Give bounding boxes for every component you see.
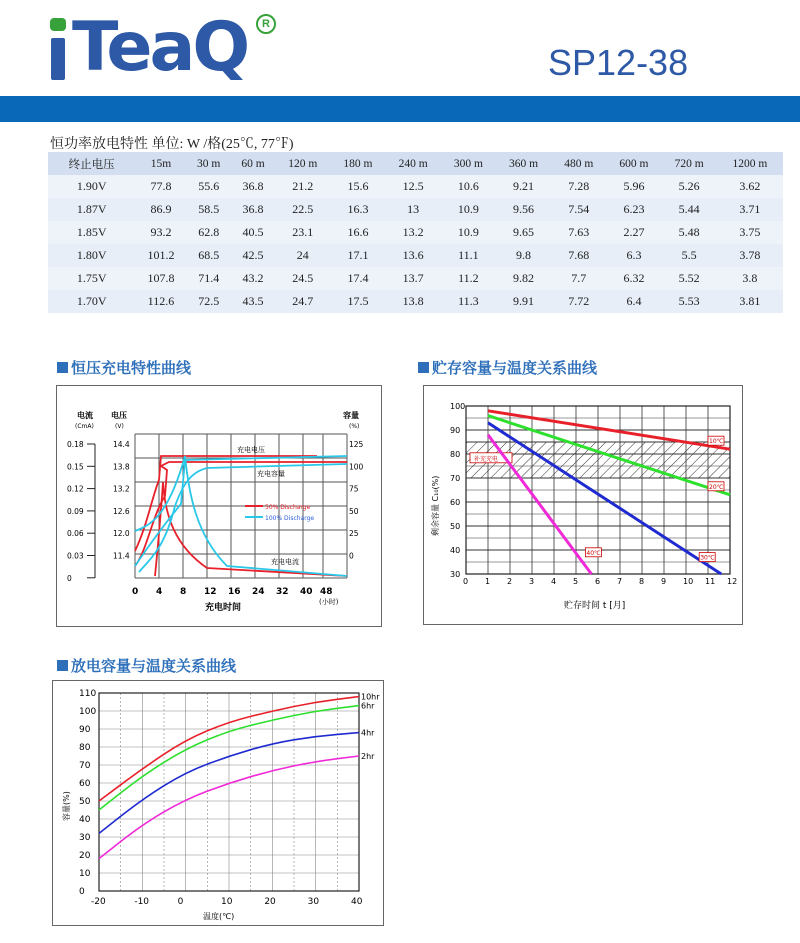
- charge-voltage-label: 充电电压: [237, 446, 265, 454]
- table-cell: 36.8: [242, 202, 264, 216]
- time-axis-unit: (小时): [319, 598, 339, 606]
- volt-tick-label: 13.2: [113, 484, 130, 494]
- volt-tick-label: 12.0: [113, 529, 130, 539]
- table-cell: 9.56: [513, 202, 535, 216]
- y-tick-label: 80: [450, 450, 461, 459]
- table-cell: 7.72: [568, 294, 590, 308]
- table-cell: 9.91: [513, 294, 535, 308]
- x-tick-label: 6: [595, 577, 601, 586]
- table-cell: 3.8: [742, 271, 758, 285]
- x-tick-label: 8: [639, 577, 645, 586]
- table-header-cell: 240 m: [386, 152, 441, 175]
- capacity-tick-label: 0: [349, 551, 354, 561]
- table-cell: 101.2: [147, 248, 175, 262]
- x-tick-label: -20: [91, 897, 106, 907]
- x-tick-label: 1: [485, 577, 491, 586]
- capacity-tick-label: 125: [349, 440, 364, 449]
- time-tick-label: 4: [156, 587, 163, 597]
- capacity-tick-label: 75: [349, 484, 359, 494]
- table-cell: 1.70V: [76, 294, 107, 308]
- table-cell: 7.63: [568, 225, 590, 239]
- y-tick-label: 30: [450, 570, 461, 579]
- table-cell: 43.2: [242, 271, 264, 285]
- table-row: [48, 198, 783, 221]
- table-cell: 13.8: [402, 294, 424, 308]
- table-cell: 9.21: [513, 179, 535, 193]
- table-cell: 5.53: [678, 294, 700, 308]
- table-cell: 10.6: [457, 179, 479, 193]
- x-tick-label: 40: [351, 897, 363, 907]
- table-cell: 5.52: [678, 271, 700, 285]
- table-row: [48, 221, 783, 244]
- x-tick-label: 12: [727, 577, 738, 586]
- table-cell: 13.6: [402, 248, 424, 262]
- series-label: 10hr: [361, 692, 380, 702]
- charge-chart-panel: [56, 385, 382, 627]
- table-cell: 1.87V: [76, 202, 107, 216]
- y-tick-label: 80: [79, 743, 91, 753]
- table-cell: 13: [407, 202, 420, 216]
- charge-chart: [57, 386, 381, 626]
- y-tick-label: 100: [450, 402, 466, 411]
- table-cell: 6.3: [626, 248, 642, 262]
- y-tick-label: 70: [79, 761, 91, 771]
- time-tick-label: 24: [252, 587, 265, 597]
- table-cell: 55.6: [198, 179, 220, 193]
- table-cell: 36.8: [242, 179, 264, 193]
- table-header-cell: 600 m: [606, 152, 661, 175]
- x-axis-title: 贮存时间 t [月]: [564, 601, 626, 611]
- y-tick-label: 40: [450, 546, 461, 555]
- y-tick-label: 50: [79, 797, 91, 807]
- x-tick-label: 2: [507, 577, 513, 586]
- current-axis-unit: (CmA): [75, 423, 94, 430]
- table-cell: 13.2: [402, 225, 424, 239]
- series-label: 4hr: [361, 728, 375, 738]
- table-cell: 3.71: [739, 202, 761, 216]
- table-cell: 6.4: [626, 294, 642, 308]
- volt-axis-unit: (V): [115, 423, 124, 430]
- table-cell: 77.8: [150, 179, 172, 193]
- capacity-axis-title: 容量: [343, 411, 359, 420]
- table-cell: 5.48: [678, 225, 700, 239]
- table-cell: 3.78: [739, 248, 761, 262]
- table-header-row: [48, 152, 783, 175]
- legend-label: 50% Discharge: [265, 504, 311, 511]
- volt-tick-label: 12.6: [113, 506, 130, 516]
- table-cell: 62.8: [198, 225, 220, 239]
- x-tick-label: 30: [307, 897, 320, 907]
- table-cell: 2.27: [623, 225, 645, 239]
- logo-text: TeaQ: [72, 8, 248, 87]
- y-tick-label: 60: [450, 498, 461, 507]
- x-tick-label: 4: [551, 577, 557, 586]
- table-header-cell: 300 m: [441, 152, 496, 175]
- current-tick-label: 0.03: [67, 551, 84, 561]
- y-tick-label: 90: [79, 725, 91, 735]
- table-cell: 7.68: [568, 248, 590, 262]
- legend-label: 100% Discharge: [265, 515, 315, 522]
- table-header-cell: 480 m: [551, 152, 606, 175]
- discharge-chart-panel: [52, 680, 384, 926]
- y-tick-label: 50: [450, 522, 461, 531]
- section-title-storage: 贮存容量与温度关系曲线: [418, 357, 597, 378]
- logo-i-mark: [48, 18, 70, 82]
- table-cell: 71.4: [198, 271, 220, 285]
- storage-chart: [424, 386, 742, 624]
- table-cell: 7.28: [568, 179, 590, 193]
- x-tick-label: 3: [529, 577, 535, 586]
- x-tick-label: 0: [177, 897, 184, 907]
- x-tick-label: 0: [463, 577, 469, 586]
- table-cell: 17.5: [347, 294, 369, 308]
- table-cell: 11.3: [458, 294, 479, 308]
- table-cell: 3.75: [739, 225, 761, 239]
- table-cell: 7.7: [571, 271, 587, 285]
- capacity-tick-label: 100: [349, 462, 364, 472]
- table-cell: 9.8: [516, 248, 532, 262]
- series-label: 20℃: [709, 483, 724, 491]
- current-tick-label: 0.15: [67, 462, 84, 472]
- table-cell: 16.6: [347, 225, 369, 239]
- current-tick-label: 0.18: [67, 440, 84, 449]
- table-header-cell: 120 m: [275, 152, 330, 175]
- capacity-tick-label: 50: [349, 506, 359, 516]
- table-cell: 3.62: [739, 179, 761, 193]
- y-tick-label: 20: [79, 851, 91, 861]
- table-cell: 93.2: [150, 225, 172, 239]
- table-cell: 12.5: [402, 179, 424, 193]
- x-tick-label: 7: [617, 577, 623, 586]
- table-cell: 86.9: [150, 202, 172, 216]
- x-tick-label: -10: [134, 897, 150, 907]
- current-curve-50: [155, 482, 347, 576]
- table-cell: 22.5: [292, 202, 314, 216]
- storage-chart-panel: [423, 385, 743, 625]
- y-tick-label: 90: [450, 426, 461, 435]
- table-cell: 11.1: [458, 248, 479, 262]
- table-cell: 24: [296, 248, 309, 262]
- table-cell: 68.5: [198, 248, 220, 262]
- y-tick-label: 40: [79, 815, 91, 825]
- table-header-cell: 1200 m: [717, 152, 783, 175]
- y-axis-title: 剩余容量 C₁₀(%): [431, 475, 440, 536]
- table-cell: 23.1: [292, 225, 314, 239]
- x-tick-label: 10: [683, 577, 694, 586]
- table-cell: 13.7: [402, 271, 424, 285]
- table-cell: 1.75V: [76, 271, 107, 285]
- table-cell: 7.54: [568, 202, 590, 216]
- table-cell: 17.1: [347, 248, 369, 262]
- y-axis-title: 容量(%): [62, 791, 71, 821]
- table-row: [48, 290, 783, 313]
- y-tick-label: 110: [79, 689, 97, 699]
- table-header-cell: 15m: [135, 152, 186, 175]
- table-header-cell: 60 m: [231, 152, 275, 175]
- series-label: 10℃: [709, 438, 724, 446]
- current-tick-label: 0.06: [67, 529, 84, 539]
- power-table: [48, 152, 783, 313]
- time-tick-label: 12: [204, 587, 217, 597]
- table-cell: 40.5: [242, 225, 264, 239]
- registered-mark: R: [256, 14, 276, 34]
- charge-volume-label: 充电容量: [257, 470, 285, 478]
- capacity-tick-label: 25: [349, 529, 359, 539]
- series-label: 40℃: [586, 549, 601, 557]
- x-tick-label: 5: [573, 577, 579, 586]
- y-tick-label: 60: [79, 779, 91, 789]
- table-cell: 10.9: [457, 225, 479, 239]
- table-header-cell: 180 m: [330, 152, 385, 175]
- volt-tick-label: 13.8: [113, 462, 130, 472]
- current-tick-label: 0.09: [67, 506, 84, 516]
- table-cell: 17.4: [347, 271, 369, 285]
- table-cell: 1.90V: [76, 179, 107, 193]
- series-label: 30℃: [700, 554, 715, 562]
- y-tick-label: 70: [450, 474, 461, 483]
- capacity-curve-50: [135, 462, 347, 566]
- y-tick-label: 100: [79, 707, 97, 717]
- table-cell: 6.32: [623, 271, 645, 285]
- table-cell: 1.85V: [76, 225, 107, 239]
- band-label: 补充充电: [474, 455, 499, 463]
- table-cell: 72.5: [198, 294, 220, 308]
- table-row: [48, 244, 783, 267]
- table-header-cell: 终止电压: [48, 152, 135, 175]
- table-cell: 24.5: [292, 271, 314, 285]
- table-cell: 107.8: [147, 271, 175, 285]
- table-cell: 42.5: [242, 248, 264, 262]
- table-header-cell: 30 m: [187, 152, 231, 175]
- table-cell: 5.5: [681, 248, 697, 262]
- table-cell: 43.5: [242, 294, 264, 308]
- table-cell: 3.81: [739, 294, 761, 308]
- table-cell: 5.26: [678, 179, 700, 193]
- table-row: [48, 267, 783, 290]
- volt-tick-label: 11.4: [113, 551, 130, 561]
- current-axis-title: 电流: [77, 411, 93, 420]
- y-tick-label: 10: [79, 869, 91, 879]
- series-label: 6hr: [361, 701, 375, 711]
- time-tick-label: 32: [276, 587, 289, 597]
- table-cell: 11.2: [458, 271, 479, 285]
- time-tick-label: 16: [228, 587, 241, 597]
- table-header-cell: 360 m: [496, 152, 551, 175]
- x-tick-label: 9: [661, 577, 667, 586]
- table-cell: 58.5: [198, 202, 220, 216]
- charge-current-label: 充电电流: [271, 558, 299, 566]
- table-cell: 10.9: [457, 202, 479, 216]
- capacity-axis-unit: (%): [349, 423, 360, 430]
- table-cell: 6.23: [623, 202, 645, 216]
- table-header-cell: 720 m: [662, 152, 717, 175]
- table-cell: 112.6: [147, 294, 175, 308]
- table-row: [48, 175, 783, 198]
- model-number: SP12-38: [548, 42, 689, 83]
- table-cell: 5.96: [623, 179, 645, 193]
- table-cell: 15.6: [347, 179, 369, 193]
- series-label: 2hr: [361, 752, 375, 761]
- section-title-charge: 恒压充电特性曲线: [57, 357, 191, 378]
- table-cell: 5.44: [678, 202, 700, 216]
- time-tick-label: 8: [180, 587, 187, 597]
- y-tick-label: 0: [79, 887, 85, 897]
- table-cell: 21.2: [292, 179, 314, 193]
- discharge-chart: [53, 681, 383, 925]
- table-cell: 9.65: [513, 225, 535, 239]
- table-cell: 16.3: [347, 202, 369, 216]
- x-tick-label: 10: [221, 897, 233, 907]
- time-tick-label: 48: [320, 587, 333, 597]
- time-axis-title: 充电时间: [205, 603, 242, 613]
- x-tick-label: 11: [705, 577, 716, 586]
- table-cell: 1.80V: [76, 248, 107, 262]
- time-tick-label: 0: [132, 587, 139, 597]
- x-axis-title: 温度(℃): [203, 912, 235, 921]
- header-bar: [0, 96, 800, 122]
- time-tick-label: 40: [300, 587, 313, 597]
- y-tick-label: 30: [79, 833, 91, 843]
- table-cell: 24.7: [292, 294, 314, 308]
- volt-axis-title: 电压: [111, 411, 127, 420]
- x-tick-label: 20: [264, 897, 276, 907]
- volt-tick-label: 14.4: [113, 440, 130, 449]
- current-tick-label: 0: [67, 573, 72, 583]
- section-title-discharge: 放电容量与温度关系曲线: [57, 655, 236, 676]
- current-tick-label: 0.12: [67, 484, 84, 494]
- table-caption: 恒功率放电特性 单位: W /格(25℃, 77℉): [50, 137, 294, 152]
- table-cell: 9.82: [513, 271, 535, 285]
